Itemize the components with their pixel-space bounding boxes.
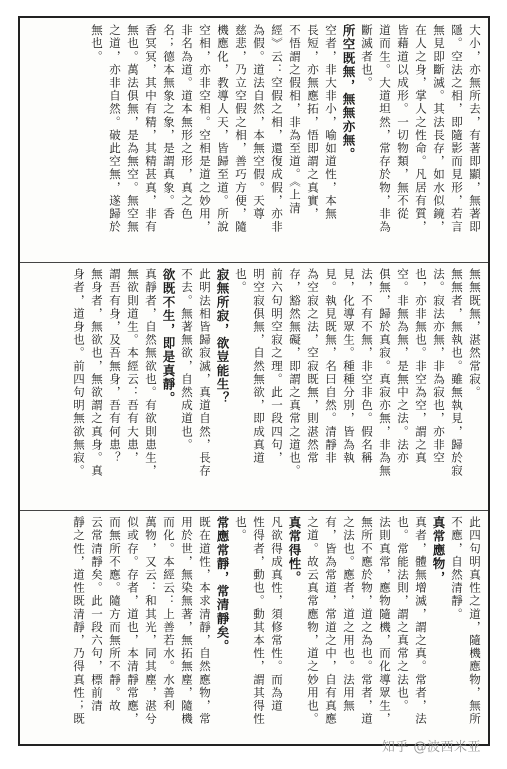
- text-column: 見。執見既無，名曰自然。清靜非: [324, 268, 338, 465]
- text-column: 為假。道法自然，本無空假。天尊: [252, 24, 266, 221]
- text-column: 也，亦非無也。非空為空，謂之真: [414, 268, 428, 465]
- text-column: 無見即斷滅。其法長存，如水似鏡，: [432, 24, 446, 234]
- text-column: 明空寂俱無，自然無欲，即成真道: [252, 268, 266, 465]
- text-column: 非名為道。道本無形之形，真之色: [180, 24, 194, 221]
- middle-text-band: [26, 268, 482, 504]
- text-column: 無身者，無欲也，無欲謂之真身。真: [90, 268, 104, 478]
- top-text-band: [26, 24, 482, 256]
- text-column: 靜之性，道性既清靜，乃得真性；既: [72, 516, 86, 726]
- text-column: 無無者，無執也。雖無執見，歸於寂: [450, 268, 464, 478]
- text-column: 法。寂法亦無，非為寂也，亦非空: [432, 268, 446, 465]
- text-column: 之法也。應者，道之用也。法用無: [342, 516, 356, 713]
- text-column: 也。常能法則，謂之真常之法也。: [396, 516, 410, 713]
- section-divider: [20, 510, 488, 511]
- text-column: 機應化，教導人天，皆歸至道。所說: [216, 24, 230, 234]
- text-column: 不應，自然清靜。: [450, 516, 464, 621]
- text-column: 俱無，歸於真寂。真寂亦無，非為無: [378, 268, 392, 478]
- text-column: 之道。故云真常應物，道之妙用也。: [306, 516, 320, 726]
- text-column: 空。非無為無，是無中之法。法亦: [396, 268, 410, 465]
- text-column: 香冥冥，其中有精，其精甚真，非有: [144, 24, 158, 234]
- text-column: 而無所不應。隨方而無所不靜。故: [108, 516, 122, 713]
- text-column: 不去。無著無欲，自然成道也。: [180, 268, 194, 452]
- text-column: 而化。本經云：上善若水。水善利: [162, 516, 176, 713]
- text-column: 用於世，無染無著，無拓無塵，隨機: [180, 516, 194, 726]
- text-column: 不悟謂之假相，非為至道。《上清: [288, 24, 302, 215]
- text-column: 空相，亦非空相。空相是道之妙用，: [198, 24, 212, 234]
- section-divider: [20, 262, 488, 263]
- text-column: 性得者，動也。動其本性，謂其得性: [252, 516, 266, 726]
- text-column: 之道，亦非自然。破此空無，遂歸於: [108, 24, 122, 234]
- zhihu-watermark: 知乎 @波西米亚: [381, 740, 481, 755]
- text-column: 也。: [234, 516, 248, 543]
- text-column: 也。: [234, 268, 248, 295]
- text-column: 此明法相皆歸寂滅，真道自然，長存: [198, 268, 212, 478]
- text-column: 無所不應於物，道之為也。常者，道: [360, 516, 374, 726]
- text-column: 慈悲，乃立空假之相，善巧方便，隨: [234, 24, 248, 234]
- bottom-text-band: [26, 516, 482, 740]
- text-column: 道而生。大道坦然，常存於物，非為: [378, 24, 392, 234]
- text-column: 大小，亦無所去，有著即顯，無著即: [468, 24, 482, 234]
- text-column: 無也。萬法俱無，是為無空。無空無: [126, 24, 140, 234]
- scripture-page: [18, 16, 490, 746]
- text-column: 無欲則道生。本經云：吾有大患，: [126, 268, 140, 465]
- text-column: 真常應物，: [431, 516, 446, 585]
- text-column: 法則真常，應物隨機，而化導眾生，: [378, 516, 392, 726]
- text-column: 皆藉道以成形。一切物類，無不從: [396, 24, 410, 221]
- text-column: 見，化導眾生。種種分別，皆為執: [342, 268, 356, 465]
- text-column: 斷滅者也。: [360, 24, 374, 90]
- text-column: 法，不有不無，非空非色。假名稱: [360, 268, 374, 465]
- text-column: 空者，非大非小，喻如道性，本無: [324, 24, 338, 221]
- text-column: 隱。空法之相，即隨影而見形，若言: [450, 24, 464, 234]
- text-column: 真靜者，自然無欲也。有欲則患生，: [144, 268, 158, 478]
- text-column: 云常清靜矣。此一段六句，標前清: [90, 516, 104, 713]
- text-column: 名；德本無象之象，是謂真象。香: [162, 24, 176, 221]
- text-column: 存，豁然無礙，即謂之真常之道也。: [288, 268, 302, 478]
- text-column: 為空寂之法，空寂既無，則湛然常: [306, 268, 320, 465]
- text-column: 身者，道身也。前四句明無欲無寂。: [72, 268, 86, 478]
- text-column: 萬物，又云：和其光，同其塵，湛兮: [144, 516, 158, 726]
- text-column: 真者，體無增滅，謂之真。常者，法: [414, 516, 428, 726]
- text-column: 欲既不生，即是真靜。: [161, 268, 176, 405]
- text-column: 此四句明真性之道，隨機應物，無所: [468, 516, 482, 726]
- text-column: 常應常靜，常清靜矣。: [215, 516, 230, 653]
- text-column: 既在道性，本求清靜，自然應物，常: [198, 516, 212, 726]
- text-column: 似或存。存者，道也，本清靜常應，: [126, 516, 140, 726]
- text-column: 凡欲得成真性，須修常性。而為道: [270, 516, 284, 713]
- text-column: 真常得性。: [287, 516, 302, 585]
- text-column: 所空既無，無無亦無。: [341, 24, 356, 161]
- text-column: 無也。: [90, 24, 104, 64]
- text-column: 謂吾有身，及吾無身，吾有何患？: [108, 268, 122, 465]
- text-column: 在人之身，掌人之性命。凡居有質，: [414, 24, 428, 234]
- text-column: 前六句明空寂之理。此一段四句，: [270, 268, 284, 465]
- text-column: 經》云：空假之相，還復成假，亦非: [270, 24, 284, 234]
- text-column: 寂無所寂，欲豈能生？: [215, 268, 230, 405]
- text-column: 有，皆為常道，常道之中，自有真應: [324, 516, 338, 726]
- text-column: 無無既無，湛然常寂。: [468, 268, 482, 399]
- text-column: 長短，亦無應拓，悟即謂之真實，: [306, 24, 320, 221]
